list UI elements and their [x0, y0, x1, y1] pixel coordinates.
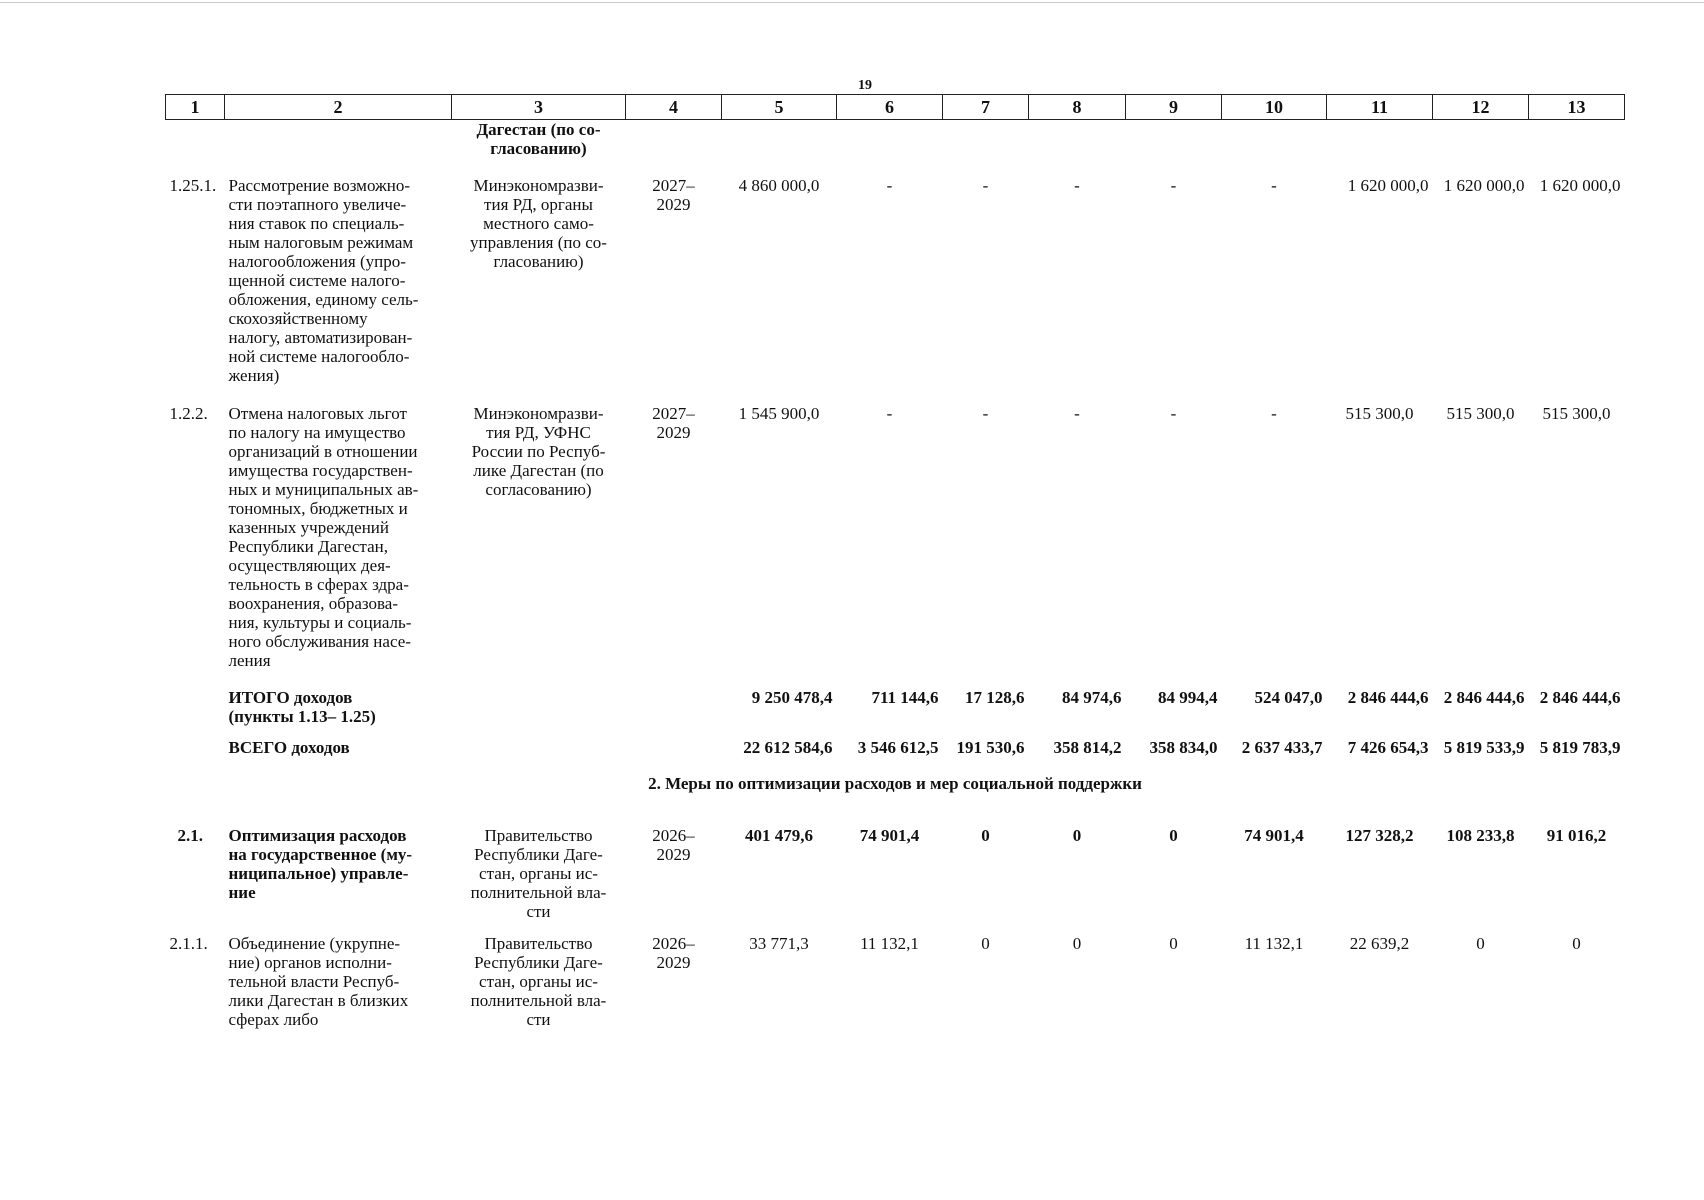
- value-col-13: 1 620 000,0: [1539, 176, 1621, 195]
- period-cell: 2026– 2029: [652, 826, 695, 864]
- value-col-11: 22 639,2: [1349, 934, 1410, 953]
- value-col-8: -: [1074, 404, 1080, 423]
- period-cell: 2026– 2029: [652, 934, 695, 972]
- col-4-header: 4: [626, 95, 722, 120]
- col-11-header: 11: [1327, 95, 1433, 120]
- value-col-8: 358 814,2: [1053, 738, 1122, 757]
- value-total: 1 545 900,0: [738, 404, 820, 423]
- table-row: [166, 738, 1625, 774]
- value-col-6: 11 132,1: [860, 934, 919, 953]
- value-col-9: 0: [1169, 826, 1178, 845]
- col-3-header: 3: [452, 95, 626, 120]
- col-10-header: 10: [1222, 95, 1327, 120]
- value-col-12: 5 819 533,9: [1443, 738, 1525, 757]
- scan-edge-line: [0, 2, 1704, 3]
- period-cell: 2027– 2029: [652, 176, 695, 214]
- value-col-8: -: [1074, 176, 1080, 195]
- value-col-6: 711 144,6: [871, 688, 939, 707]
- value-col-11: 1 620 000,0: [1347, 176, 1429, 195]
- col-2-header: 2: [225, 95, 452, 120]
- section-heading-row: [166, 774, 1625, 826]
- value-col-10: -: [1271, 404, 1277, 423]
- value-col-7: -: [982, 404, 989, 423]
- value-col-6: -: [886, 404, 893, 423]
- value-col-12: 108 233,8: [1446, 826, 1515, 845]
- value-col-10: -: [1271, 176, 1277, 195]
- value-col-7: 17 128,6: [965, 688, 1025, 707]
- value-col-13: 5 819 783,9: [1539, 738, 1621, 757]
- vsego-label: ВСЕГО доходов: [228, 738, 350, 757]
- col-7-header: 7: [943, 95, 1029, 120]
- value-total: 9 250 478,4: [751, 688, 833, 707]
- itogo-label: ИТОГО доходов (пункты 1.13– 1.25): [228, 688, 376, 726]
- executor-cell: Минэкономразви- тия РД, органы местного само- управления (по со- гласованию): [470, 176, 607, 271]
- col-13-header: 13: [1529, 95, 1625, 120]
- value-col-9: -: [1170, 404, 1177, 423]
- col-8-header: 8: [1029, 95, 1126, 120]
- table-row: [166, 120, 1625, 177]
- value-col-13: 91 016,2: [1546, 826, 1607, 845]
- measure-description: Оптимизация расходов на государственное (му- ниципальное) управле- ние: [228, 826, 413, 902]
- value-col-12: 515 300,0: [1446, 404, 1515, 423]
- executor-cell: Дагестан (по со- гласованию): [476, 120, 601, 158]
- col-9-header: 9: [1126, 95, 1222, 120]
- table-row: [166, 404, 1625, 688]
- value-col-13: 2 846 444,6: [1539, 688, 1621, 707]
- value-col-11: 7 426 654,3: [1347, 738, 1429, 757]
- value-col-8: 0: [1072, 826, 1082, 845]
- item-number: 2.1.: [177, 826, 203, 845]
- col-12-header: 12: [1433, 95, 1529, 120]
- measures-table: [165, 94, 1625, 1044]
- executor-cell: Правительство Республики Даге- стан, органы ис- полнительной вла- сти: [470, 934, 607, 1029]
- period-cell: 2027– 2029: [652, 404, 695, 442]
- measure-description: Рассмотрение возможно- сти поэтапного увеличе- ния ставок по специаль- ным налоговым режимам налогообложения (упро- щенной системе налого- обложения, единому сель- скохозяйственному налогу, автоматизирован- ной системе налогообло- жения): [228, 176, 419, 385]
- value-col-7: 0: [981, 934, 990, 953]
- value-col-6: 74 901,4: [859, 826, 920, 845]
- measure-description: Объединение (укрупне- ние) органов исполни- тельной власти Респуб- лики Дагестан в близких сферах либо: [228, 934, 409, 1029]
- item-number: 2.1.1.: [169, 934, 208, 953]
- item-number: 1.2.2.: [169, 404, 208, 423]
- measure-description: Отмена налоговых льгот по налогу на имущество организаций в отношении имущества государствен- ных и муниципальных ав- тономных, бюджетных и казенных учреждений Республики Дагестан, осуществляющих дея- тельность в сферах здра- воохранения, образова- ния, культуры и социаль- ного обслуживания насе- ления: [228, 404, 419, 670]
- value-col-10: 524 047,0: [1254, 688, 1323, 707]
- value-col-8: 84 974,6: [1062, 688, 1122, 707]
- value-col-12: 1 620 000,0: [1443, 176, 1525, 195]
- value-col-8: 0: [1072, 934, 1082, 953]
- table-row: [166, 688, 1625, 738]
- value-col-7: 191 530,6: [956, 738, 1025, 757]
- value-total: 22 612 584,6: [743, 738, 833, 757]
- value-col-10: 2 637 433,7: [1241, 738, 1323, 757]
- value-col-9: 358 834,0: [1149, 738, 1218, 757]
- value-col-11: 2 846 444,6: [1347, 688, 1429, 707]
- table-row: [166, 826, 1625, 934]
- value-col-7: 0: [981, 826, 990, 845]
- value-total: 401 479,6: [745, 826, 813, 845]
- value-col-10: 74 901,4: [1244, 826, 1304, 845]
- value-col-7: -: [982, 176, 989, 195]
- table-row: [166, 934, 1625, 1044]
- section-2-title: 2. Меры по оптимизации расходов и мер социальной поддержки: [648, 774, 1142, 793]
- col-5-header: 5: [722, 95, 837, 120]
- table-row: [166, 176, 1625, 404]
- item-number: 1.25.1.: [169, 176, 217, 195]
- value-col-9: 0: [1169, 934, 1178, 953]
- value-col-12: 0: [1476, 934, 1485, 953]
- executor-cell: Минэкономразви- тия РД, УФНС России по Респуб- лике Дагестан (по согласованию): [471, 404, 606, 499]
- page-number: 19: [858, 78, 872, 93]
- value-col-9: 84 994,4: [1158, 688, 1218, 707]
- value-col-6: -: [886, 176, 893, 195]
- value-col-13: 0: [1572, 934, 1581, 953]
- col-1-header: 1: [166, 95, 225, 120]
- executor-cell: Правительство Республики Даге- стан, органы ис- полнительной вла- сти: [470, 826, 607, 921]
- value-total: 33 771,3: [749, 934, 809, 953]
- value-col-11: 515 300,0: [1345, 404, 1414, 423]
- value-col-10: 11 132,1: [1244, 934, 1304, 953]
- value-col-9: -: [1170, 176, 1177, 195]
- column-number-header: [166, 95, 1625, 120]
- value-col-11: 127 328,2: [1345, 826, 1414, 845]
- value-total: 4 860 000,0: [738, 176, 820, 195]
- value-col-13: 515 300,0: [1542, 404, 1611, 423]
- col-6-header: 6: [837, 95, 943, 120]
- value-col-6: 3 546 612,5: [857, 738, 939, 757]
- value-col-12: 2 846 444,6: [1443, 688, 1525, 707]
